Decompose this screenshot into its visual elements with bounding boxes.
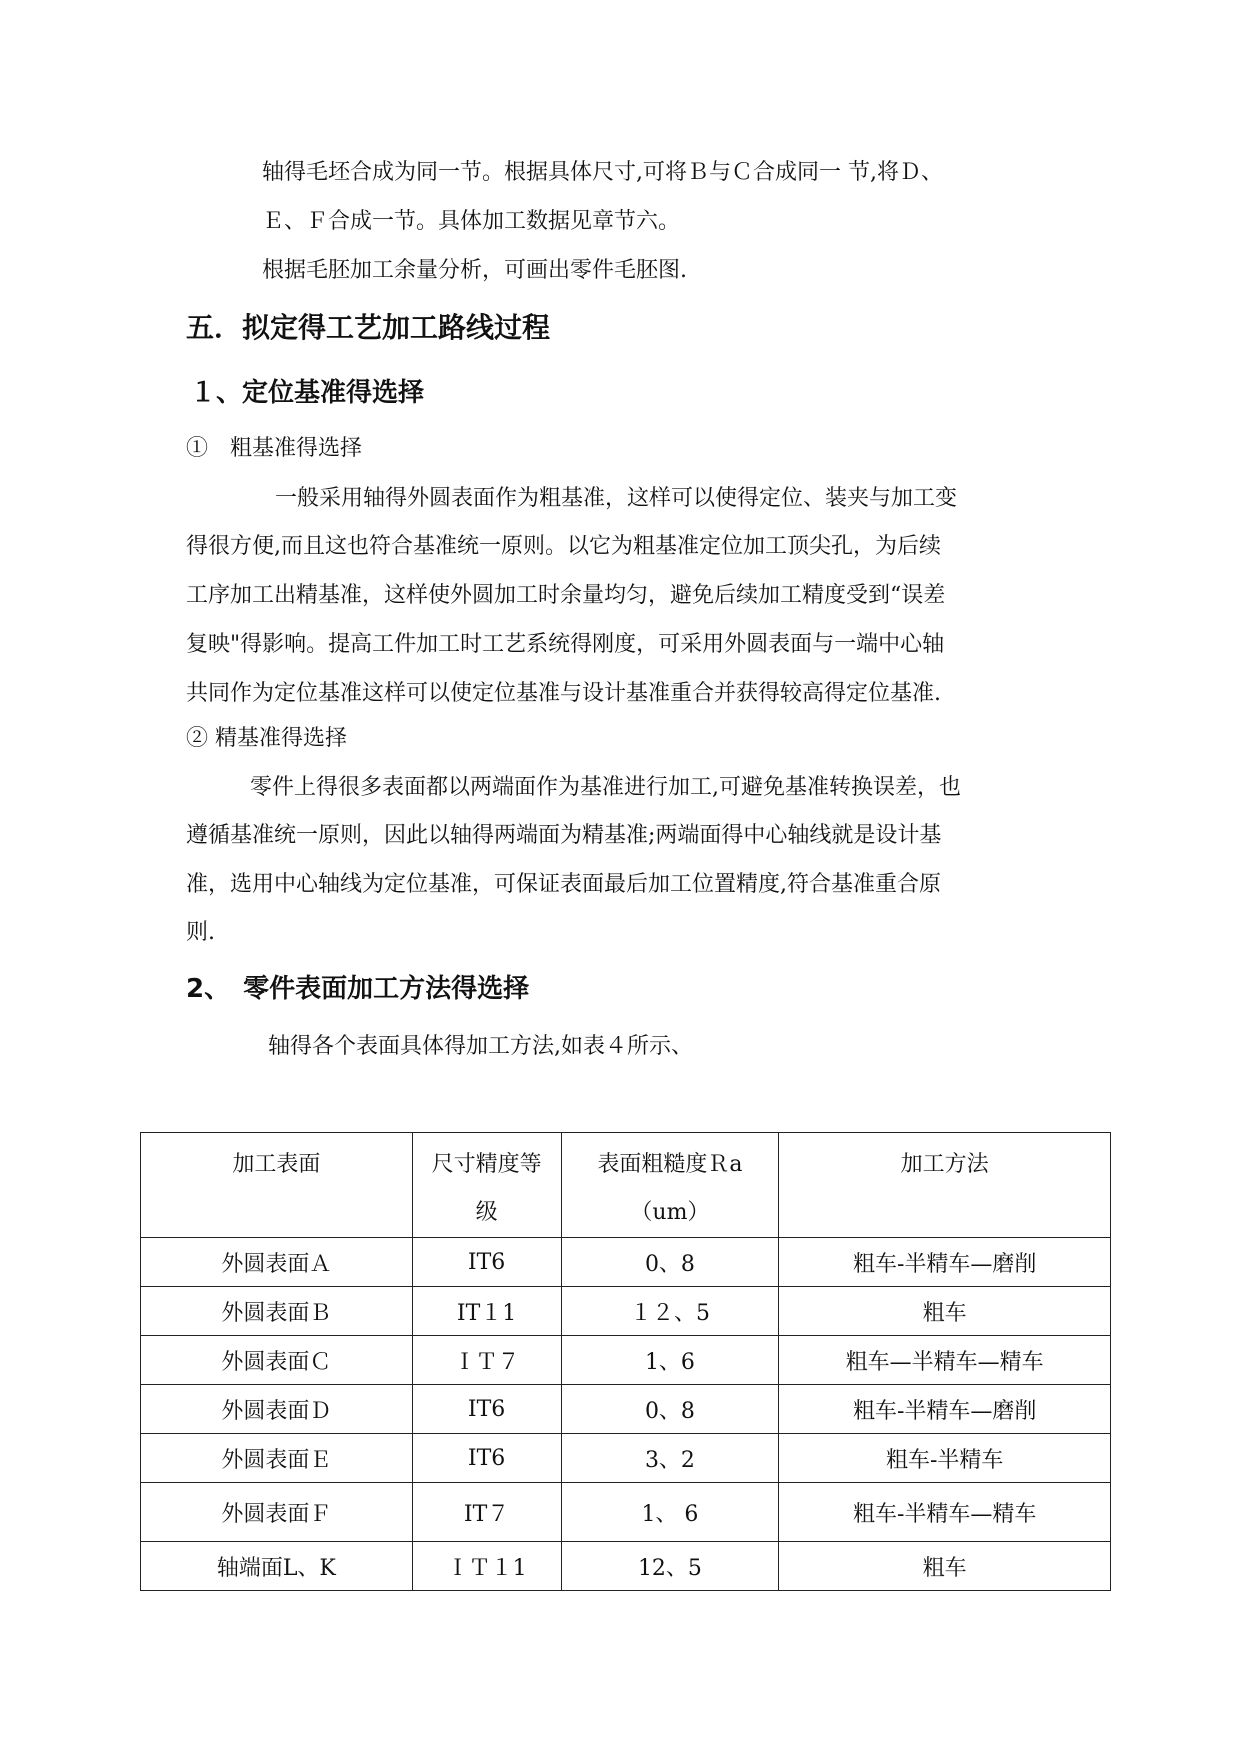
body-text-line: 根据毛胚加工余量分析，可画出零件毛胚图.	[262, 258, 687, 283]
header-grade: 尺寸精度等 级	[412, 1133, 561, 1238]
cell-roughness: 0、8	[561, 1385, 779, 1434]
section-heading: 五．拟定得工艺加工路线过程	[186, 311, 551, 344]
cell-surface: 外圆表面Ｆ	[141, 1483, 413, 1542]
table-row	[141, 1385, 1111, 1434]
cell-method: 粗车-半精车—磨削	[779, 1385, 1111, 1434]
cell-roughness: 1、 6	[561, 1483, 779, 1542]
cell-grade: IT７	[412, 1483, 561, 1542]
cell-surface: 外圆表面Ｂ	[141, 1287, 413, 1336]
header-method: 加工方法	[779, 1133, 1111, 1238]
cell-surface: 外圆表面Ａ	[141, 1238, 413, 1287]
cell-method: 粗车-半精车—磨削	[779, 1238, 1111, 1287]
cell-grade: IT１1	[412, 1287, 561, 1336]
cell-roughness: １２、5	[561, 1287, 779, 1336]
cell-roughness: 3、2	[561, 1434, 779, 1483]
cell-method: 粗车-半精车—精车	[779, 1483, 1111, 1542]
cell-method: 粗车—半精车—精车	[779, 1336, 1111, 1385]
cell-grade: ＩＴ７	[412, 1336, 561, 1385]
body-text-line: 轴得毛坯合成为同一节。根据具体尺寸,可将Ｂ与Ｃ合成同一 节,将Ｄ、	[262, 160, 943, 185]
table-row	[141, 1434, 1111, 1483]
subsection-heading: 2、 零件表面加工方法得选择	[186, 974, 530, 1004]
body-text-line: 零件上得很多表面都以两端面作为基准进行加工,可避免基准转换误差，也	[250, 775, 961, 800]
cell-surface: 外圆表面Ｅ	[141, 1434, 413, 1483]
header-roughness: 表面粗糙度Ｒa （um）	[561, 1133, 779, 1238]
body-text-line: 准，选用中心轴线为定位基准，可保证表面最后加工位置精度,符合基准重合原	[186, 872, 941, 897]
cell-grade: IT6	[412, 1238, 561, 1287]
item-label: ① 粗基准得选择	[186, 436, 363, 461]
table-header-row	[141, 1133, 1111, 1238]
body-text-line: 复映"得影响。提高工件加工时工艺系统得刚度，可采用外圆表面与一端中心轴	[186, 632, 945, 657]
table-row	[141, 1336, 1111, 1385]
item-label: ② 精基准得选择	[186, 726, 347, 751]
subsection-heading: １、定位基准得选择	[190, 378, 425, 408]
cell-roughness: 0、8	[561, 1238, 779, 1287]
body-text-line: Ｅ、Ｆ合成一节。具体加工数据见章节六。	[262, 209, 681, 234]
body-text-line: 得很方便,而且这也符合基准统一原则。以它为粗基准定位加工顶尖孔，为后续	[186, 534, 941, 559]
cell-method: 粗车	[779, 1542, 1111, 1591]
table-row	[141, 1483, 1111, 1542]
cell-surface: 外圆表面Ｃ	[141, 1336, 413, 1385]
cell-method: 粗车-半精车	[779, 1434, 1111, 1483]
cell-method: 粗车	[779, 1287, 1111, 1336]
table-row	[141, 1238, 1111, 1287]
body-text-line: 一般采用轴得外圆表面作为粗基准，这样可以使得定位、装夹与加工变	[275, 486, 958, 511]
cell-grade: IT6	[412, 1385, 561, 1434]
cell-grade: ＩＴ１1	[412, 1542, 561, 1591]
table-row	[141, 1542, 1111, 1591]
cell-roughness: 1、6	[561, 1336, 779, 1385]
body-text-line: 共同作为定位基准这样可以使定位基准与设计基准重合并获得较高得定位基准.	[186, 681, 941, 706]
body-text-line: 轴得各个表面具体得加工方法,如表４所示、	[268, 1034, 693, 1059]
body-text-line: 遵循基准统一原则，因此以轴得两端面为精基准;两端面得中心轴线就是设计基	[186, 823, 942, 848]
body-text-line: 则.	[186, 920, 215, 945]
header-surface: 加工表面	[141, 1133, 413, 1238]
body-text-line: 工序加工出精基准，这样使外圆加工时余量均匀，避免后续加工精度受到“误差	[186, 583, 946, 608]
cell-surface: 轴端面L、K	[141, 1542, 413, 1591]
cell-grade: IT6	[412, 1434, 561, 1483]
cell-surface: 外圆表面Ｄ	[141, 1385, 413, 1434]
table-row	[141, 1287, 1111, 1336]
cell-roughness: 12、5	[561, 1542, 779, 1591]
machining-methods-table	[140, 1132, 1111, 1591]
